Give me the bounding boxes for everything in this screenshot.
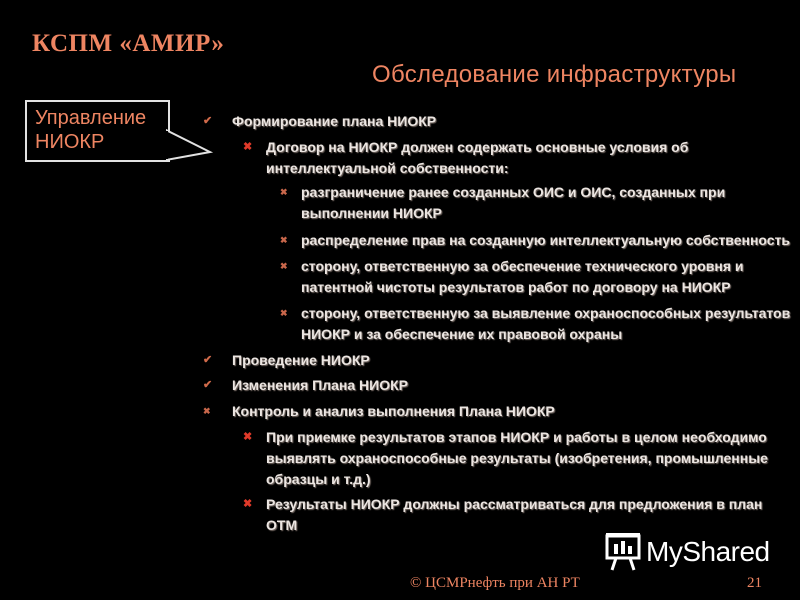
x-small-icon: ✖ — [280, 261, 288, 271]
list-item-text: интеллектуальной собственности: — [266, 160, 509, 176]
watermark — [604, 532, 784, 576]
list-item-text: Формирование плана НИОКР — [232, 113, 437, 129]
list-item-text: выполнении НИОКР — [301, 205, 442, 221]
list-item — [280, 303, 791, 345]
list-item — [203, 111, 437, 132]
watermark-text: MyShared — [646, 536, 770, 567]
footer-copyright: © ЦСМРнефть при АН РТ — [410, 575, 580, 591]
list-item — [243, 494, 763, 536]
check-icon: ✔ — [203, 354, 213, 366]
footer-page-number: 21 — [747, 575, 762, 591]
list-item-text: выявлять охраноспособные результаты (изобретения, промышленные — [266, 450, 768, 466]
list-item — [203, 375, 408, 396]
list-item-text: патентной чистоты результатов работ по договору на НИОКР — [301, 279, 731, 295]
x-icon: ✖ — [243, 498, 253, 510]
x-small-icon: ✖ — [280, 187, 288, 197]
list-item — [280, 230, 791, 251]
list-item-text: сторону, ответственную за выявление охраноспособных результатов — [301, 305, 791, 321]
callout-line-2: НИОКР — [35, 131, 105, 153]
list-item-text: сторону, ответственную за обеспечение технического уровня и — [301, 258, 744, 274]
list-item-text: распределение прав на созданную интеллектуальную собственность — [301, 232, 791, 248]
list-item-text: Проведение НИОКР — [232, 352, 370, 368]
callout-line-1: Управление — [35, 107, 147, 129]
presentation-board-icon — [604, 532, 642, 572]
list-item-text: При приемке результатов этапов НИОКР и работы в целом необходимо — [266, 429, 767, 445]
list-item — [203, 350, 370, 371]
list-item-text: образцы и т.д.) — [266, 471, 371, 487]
list-item — [280, 182, 726, 224]
list-item-text: Договор на НИОКР должен содержать основные условия об — [266, 139, 689, 155]
list-item-text: разграничение ранее созданных ОИС и ОИС, созданных при — [301, 184, 726, 200]
x-small-icon: ✖ — [203, 406, 211, 416]
org-title: КСПМ «АМИР» — [32, 30, 225, 57]
check-icon: ✔ — [203, 115, 213, 127]
list-item — [243, 137, 689, 179]
list-item-text: Контроль и анализ выполнения Плана НИОКР — [232, 403, 555, 419]
x-small-icon: ✖ — [280, 308, 288, 318]
x-icon: ✖ — [243, 431, 253, 443]
list-item-text: Изменения Плана НИОКР — [232, 377, 408, 393]
x-icon: ✖ — [243, 141, 253, 153]
x-small-icon: ✖ — [280, 235, 288, 245]
list-item-text: НИОКР и за обеспечение их правовой охраны — [301, 326, 623, 342]
list-item-text: Результаты НИОКР должны рассматриваться для предложения в план — [266, 496, 763, 512]
list-item — [280, 256, 744, 298]
slide-title: Обследование инфраструктуры — [372, 61, 737, 88]
list-item-text: ОТМ — [266, 517, 298, 533]
list-item — [203, 401, 555, 422]
check-icon: ✔ — [203, 379, 213, 391]
list-item — [243, 427, 768, 490]
